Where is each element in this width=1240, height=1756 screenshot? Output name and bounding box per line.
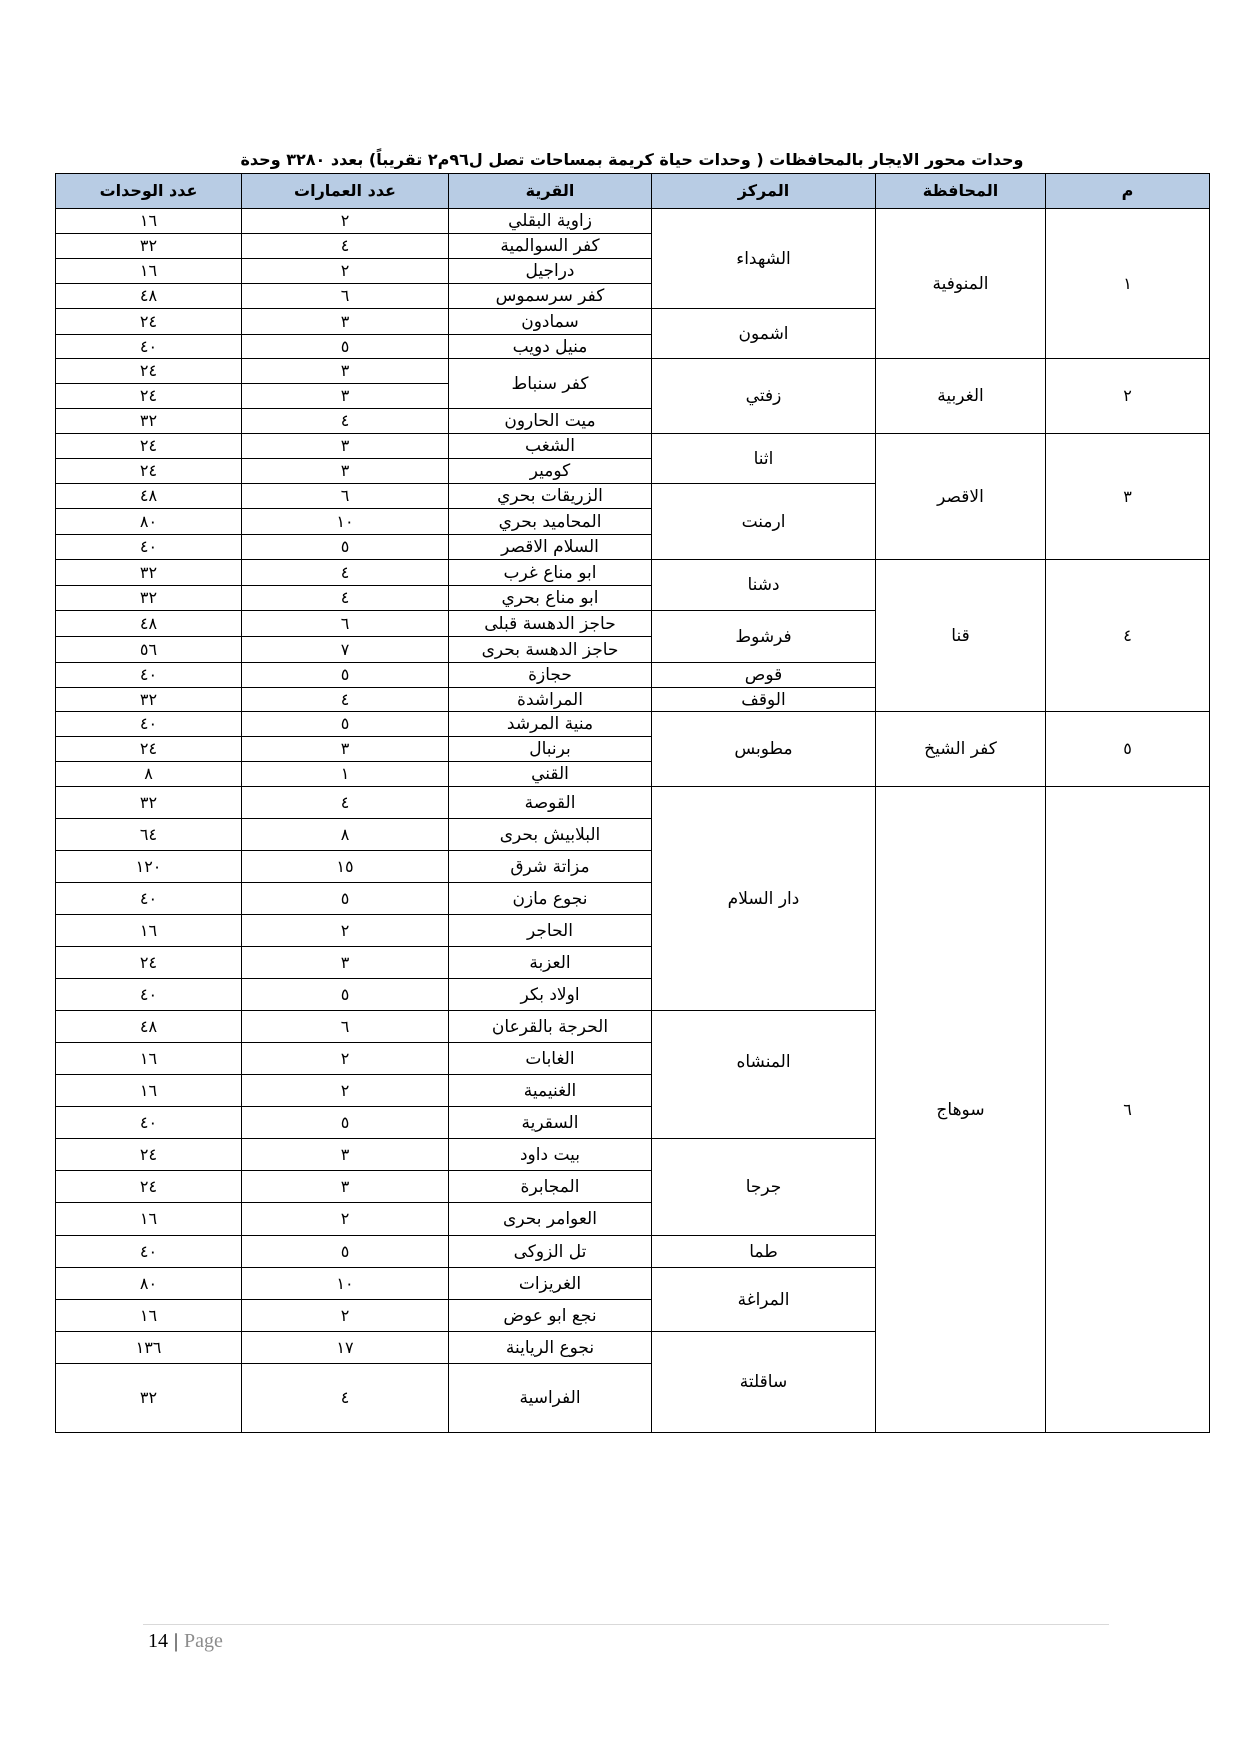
units-count-cell: ٢٤	[56, 459, 242, 484]
village-cell: الحرجة بالقرعان	[449, 1011, 652, 1043]
units-count-cell: ٨	[56, 762, 242, 787]
table-row	[56, 209, 1210, 234]
buildings-count-cell: ٥	[242, 979, 449, 1011]
village-cell: برنبال	[449, 737, 652, 762]
units-count-cell: ٦٤	[56, 819, 242, 851]
markaz-cell: فرشوط	[652, 611, 876, 663]
units-count-cell: ٨٠	[56, 509, 242, 535]
buildings-count-cell: ٨	[242, 819, 449, 851]
buildings-count-cell: ٥	[242, 663, 449, 688]
units-count-cell: ٤٠	[56, 883, 242, 915]
village-cell: نجوع مازن	[449, 883, 652, 915]
units-count-cell: ٣٢	[56, 560, 242, 586]
buildings-count-cell: ٣	[242, 737, 449, 762]
buildings-count-cell: ٥	[242, 883, 449, 915]
units-count-cell: ٢٤	[56, 1171, 242, 1203]
village-cell: الغابات	[449, 1043, 652, 1075]
village-cell: كفر سنباط	[449, 359, 652, 409]
buildings-count-cell: ٣	[242, 309, 449, 335]
buildings-count-cell: ٥	[242, 1107, 449, 1139]
units-count-cell: ٨٠	[56, 1268, 242, 1300]
village-cell: الفراسية	[449, 1364, 652, 1433]
village-cell: المجابرة	[449, 1171, 652, 1203]
units-count-cell: ٤٠	[56, 979, 242, 1011]
table-title: وحدات محور الايجار بالمحافظات ( وحدات حياة كريمة بمساحات تصل ل٩٦م٢ تقريباً) بعدد ٣٢٨٠ وحدة	[240, 150, 1024, 169]
units-count-cell: ٢٤	[56, 359, 242, 384]
buildings-count-cell: ٤	[242, 688, 449, 712]
markaz-cell: مطوبس	[652, 712, 876, 787]
buildings-count-cell: ٤	[242, 234, 449, 259]
units-count-cell: ٣٢	[56, 234, 242, 259]
markaz-cell: اشمون	[652, 309, 876, 359]
header-markaz: المركز	[652, 174, 876, 209]
buildings-count-cell: ٥	[242, 335, 449, 359]
markaz-cell: جرجا	[652, 1139, 876, 1236]
table-row	[56, 712, 1210, 737]
village-cell: اولاد بكر	[449, 979, 652, 1011]
table-row	[56, 560, 1210, 586]
markaz-cell: ارمنت	[652, 484, 876, 560]
markaz-cell: المراغة	[652, 1268, 876, 1332]
village-cell: ابو مناع بحري	[449, 586, 652, 611]
buildings-count-cell: ٢	[242, 1300, 449, 1332]
units-count-cell: ٣٢	[56, 586, 242, 611]
units-count-cell: ٣٢	[56, 409, 242, 434]
markaz-cell: طما	[652, 1236, 876, 1268]
village-cell: الغريزات	[449, 1268, 652, 1300]
village-cell: حجازة	[449, 663, 652, 688]
buildings-count-cell: ٢	[242, 259, 449, 284]
village-cell: كفر سرسموس	[449, 284, 652, 309]
buildings-count-cell: ٢	[242, 1043, 449, 1075]
markaz-cell: الوقف	[652, 688, 876, 712]
buildings-count-cell: ٤	[242, 586, 449, 611]
governorate-cell: المنوفية	[876, 209, 1046, 359]
units-count-cell: ٤٠	[56, 663, 242, 688]
row-index-cell: ٥	[1046, 712, 1210, 787]
village-cell: الشغب	[449, 434, 652, 459]
governorate-cell: قنا	[876, 560, 1046, 712]
village-cell: حاجز الدهسة قبلى	[449, 611, 652, 637]
header-governorate: المحافظة	[876, 174, 1046, 209]
village-cell: نجوع الرياينة	[449, 1332, 652, 1364]
units-count-cell: ٢٤	[56, 309, 242, 335]
buildings-count-cell: ٢	[242, 1075, 449, 1107]
buildings-count-cell: ١٠	[242, 1268, 449, 1300]
village-cell: العوامر بحرى	[449, 1203, 652, 1236]
buildings-count-cell: ٤	[242, 787, 449, 819]
units-count-cell: ٢٤	[56, 434, 242, 459]
header-buildings: عدد العمارات	[242, 174, 449, 209]
village-cell: منية المرشد	[449, 712, 652, 737]
page-number: 14	[148, 1630, 168, 1652]
units-count-cell: ١٦	[56, 1043, 242, 1075]
footer-divider	[143, 1624, 1109, 1625]
buildings-count-cell: ٣	[242, 1139, 449, 1171]
markaz-cell: ساقلتة	[652, 1332, 876, 1433]
footer-separator: |	[174, 1630, 179, 1652]
buildings-count-cell: ٦	[242, 611, 449, 637]
units-count-cell: ٤٠	[56, 1236, 242, 1268]
units-count-cell: ٤٨	[56, 611, 242, 637]
row-index-cell: ٢	[1046, 359, 1210, 434]
village-cell: القوصة	[449, 787, 652, 819]
buildings-count-cell: ٤	[242, 409, 449, 434]
row-index-cell: ١	[1046, 209, 1210, 359]
row-index-cell: ٦	[1046, 787, 1210, 1433]
markaz-cell: زفتي	[652, 359, 876, 434]
governorate-cell: الغربية	[876, 359, 1046, 434]
buildings-count-cell: ٦	[242, 484, 449, 509]
header-units: عدد الوحدات	[56, 174, 242, 209]
units-count-cell: ٣٢	[56, 787, 242, 819]
village-cell: تل الزوكى	[449, 1236, 652, 1268]
village-cell: السقرية	[449, 1107, 652, 1139]
units-count-cell: ٤٨	[56, 1011, 242, 1043]
buildings-count-cell: ١	[242, 762, 449, 787]
markaz-cell: قوص	[652, 663, 876, 688]
markaz-cell: دار السلام	[652, 787, 876, 1011]
markaz-cell: المنشاه	[652, 1011, 876, 1139]
village-cell: زاوية البقلي	[449, 209, 652, 234]
units-count-cell: ٤٠	[56, 335, 242, 359]
buildings-count-cell: ٤	[242, 560, 449, 586]
village-cell: الحاجر	[449, 915, 652, 947]
buildings-count-cell: ٣	[242, 359, 449, 384]
units-count-cell: ٣٢	[56, 688, 242, 712]
village-cell: المراشدة	[449, 688, 652, 712]
buildings-count-cell: ٣	[242, 459, 449, 484]
row-index-cell: ٤	[1046, 560, 1210, 712]
buildings-count-cell: ٥	[242, 1236, 449, 1268]
buildings-count-cell: ٣	[242, 384, 449, 409]
village-cell: القني	[449, 762, 652, 787]
table-header-row	[56, 174, 1210, 209]
governorate-cell: كفر الشيخ	[876, 712, 1046, 787]
table-row	[56, 787, 1210, 819]
buildings-count-cell: ٣	[242, 947, 449, 979]
governorate-cell: سوهاج	[876, 787, 1046, 1433]
units-count-cell: ٢٤	[56, 1139, 242, 1171]
units-count-cell: ٢٤	[56, 947, 242, 979]
buildings-count-cell: ٦	[242, 284, 449, 309]
markaz-cell: الشهداء	[652, 209, 876, 309]
units-count-cell: ٤٠	[56, 712, 242, 737]
village-cell: كومير	[449, 459, 652, 484]
units-count-cell: ٥٦	[56, 637, 242, 663]
units-count-cell: ١٦	[56, 209, 242, 234]
village-cell: السلام الاقصر	[449, 535, 652, 560]
buildings-count-cell: ٦	[242, 1011, 449, 1043]
units-count-cell: ١٦	[56, 1203, 242, 1236]
units-count-cell: ٤٨	[56, 284, 242, 309]
village-cell: ميت الحارون	[449, 409, 652, 434]
buildings-count-cell: ٥	[242, 712, 449, 737]
table-row	[56, 359, 1210, 384]
buildings-count-cell: ٢	[242, 1203, 449, 1236]
table-row	[56, 434, 1210, 459]
units-count-cell: ١٦	[56, 1075, 242, 1107]
buildings-count-cell: ٧	[242, 637, 449, 663]
village-cell: البلابيش بحرى	[449, 819, 652, 851]
village-cell: منيل دويب	[449, 335, 652, 359]
buildings-count-cell: ١٧	[242, 1332, 449, 1364]
markaz-cell: دشنا	[652, 560, 876, 611]
village-cell: العزبة	[449, 947, 652, 979]
village-cell: دراجيل	[449, 259, 652, 284]
buildings-count-cell: ١٥	[242, 851, 449, 883]
units-count-cell: ٤٠	[56, 535, 242, 560]
village-cell: مزاتة شرق	[449, 851, 652, 883]
buildings-count-cell: ١٠	[242, 509, 449, 535]
village-cell: الزريقات بحري	[449, 484, 652, 509]
units-count-cell: ٣٢	[56, 1364, 242, 1433]
buildings-count-cell: ٢	[242, 915, 449, 947]
village-cell: سمادون	[449, 309, 652, 335]
markaz-cell: اثنا	[652, 434, 876, 484]
header-village: القرية	[449, 174, 652, 209]
units-count-cell: ٢٤	[56, 737, 242, 762]
units-count-cell: ١٦	[56, 259, 242, 284]
governorate-cell: الاقصر	[876, 434, 1046, 560]
village-cell: نجع ابو عوض	[449, 1300, 652, 1332]
buildings-count-cell: ٣	[242, 1171, 449, 1203]
village-cell: المحاميد بحري	[449, 509, 652, 535]
units-count-cell: ١٦	[56, 915, 242, 947]
units-count-cell: ٤٠	[56, 1107, 242, 1139]
buildings-count-cell: ٢	[242, 209, 449, 234]
village-cell: ابو مناع غرب	[449, 560, 652, 586]
units-count-cell: ٤٨	[56, 484, 242, 509]
buildings-count-cell: ٥	[242, 535, 449, 560]
village-cell: بيت داود	[449, 1139, 652, 1171]
header-index: م	[1046, 174, 1210, 209]
rent-units-table	[55, 173, 1210, 1433]
village-cell: كفر السوالمية	[449, 234, 652, 259]
page-footer	[148, 1630, 223, 1653]
village-cell: الغنيمية	[449, 1075, 652, 1107]
units-count-cell: ١٣٦	[56, 1332, 242, 1364]
buildings-count-cell: ٤	[242, 1364, 449, 1433]
buildings-count-cell: ٣	[242, 434, 449, 459]
village-cell: حاجز الدهسة بحرى	[449, 637, 652, 663]
units-count-cell: ٢٤	[56, 384, 242, 409]
page-label: Page	[184, 1630, 223, 1652]
row-index-cell: ٣	[1046, 434, 1210, 560]
units-count-cell: ١٦	[56, 1300, 242, 1332]
units-count-cell: ١٢٠	[56, 851, 242, 883]
